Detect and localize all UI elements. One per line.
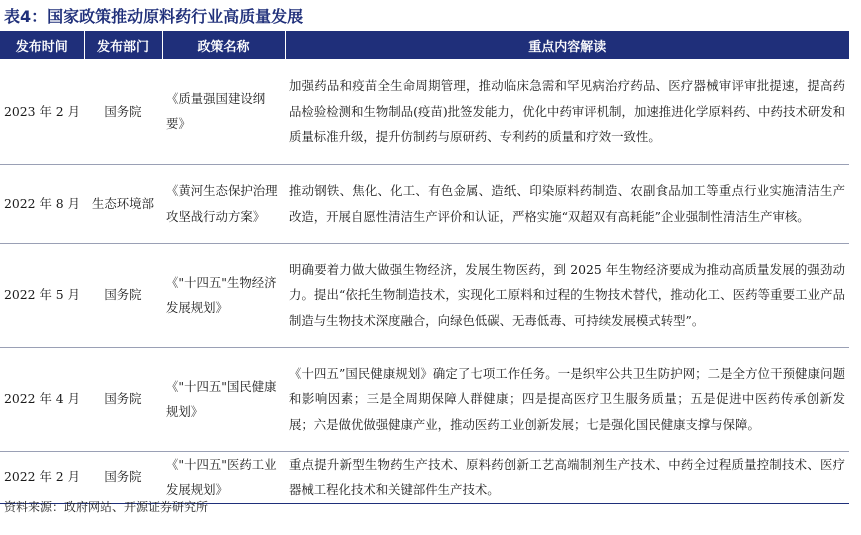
table-row xyxy=(0,59,849,164)
cell-time: 2022 年 5 月 xyxy=(0,243,84,347)
cell-dept: 生态环境部 xyxy=(84,164,162,243)
cell-dept: 国务院 xyxy=(84,243,162,347)
table-row xyxy=(0,451,849,503)
cell-time: 2022 年 2 月 xyxy=(0,451,84,503)
cell-policy-name: 《质量强国建设纲要》 xyxy=(162,59,285,164)
cell-dept: 国务院 xyxy=(84,451,162,503)
table-title: 表4：国家政策推动原料药行业高质量发展 xyxy=(4,7,304,26)
table-header-row xyxy=(0,31,849,59)
cell-description: 重点提升新型生物药生产技术、原料药创新工艺高端制剂生产技术、中药全过程质量控制技术、医疗器械工程化技术和关键部件生产技术。 xyxy=(285,451,849,503)
cell-time: 2022 年 8 月 xyxy=(0,164,84,243)
cell-policy-name: 《"十四五"国民健康规划》 xyxy=(162,347,285,451)
cell-dept: 国务院 xyxy=(84,347,162,451)
cell-description: 明确要着力做大做强生物经济，发展生物医药，到 2025 年生物经济要成为推动高质量发展的强劲动力。提出“依托生物制造技术，实现化工原料和过程的生物技术替代，推动化工、医药等重要工业产品制造与生物技术深度融合，向绿色低碳、无毒低毒、可持续发展模式转型”。 xyxy=(285,243,849,347)
header-desc: 重点内容解读 xyxy=(285,31,849,59)
header-time: 发布时间 xyxy=(0,31,84,59)
table-row xyxy=(0,164,849,243)
cell-dept: 国务院 xyxy=(84,59,162,164)
cell-description: 《十四五”国民健康规划》确定了七项工作任务。一是织牢公共卫生防护网；二是全方位干预健康问题和影响因素；三是全周期保障人群健康；四是提高医疗卫生服务质量；五是促进中医药传承创新发展；六是做优做强健康产业，推动医药工业创新发展；七是强化国民健康支撑与保障。 xyxy=(285,347,849,451)
cell-policy-name: 《"十四五"医药工业发展规划》 xyxy=(162,451,285,503)
policy-table xyxy=(0,31,849,504)
cell-time: 2023 年 2 月 xyxy=(0,59,84,164)
cell-description: 加强药品和疫苗全生命周期管理，推动临床急需和罕见病治疗药品、医疗器械审评审批提速，提高药品检验检测和生物制品(疫苗)批签发能力，优化中药审评机制，加速推进化学原料药、中药技术研发和质量标准升级，提升仿制药与原研药、专利药的质量和疗效一致性。 xyxy=(285,59,849,164)
cell-description: 推动钢铁、焦化、化工、有色金属、造纸、印染原料药制造、农副食品加工等重点行业实施清洁生产改造，开展自愿性清洁生产评价和认证，严格实施“双超双有高耗能”企业强制性清洁生产审核。 xyxy=(285,164,849,243)
source-note: 资料来源：政府网站、开源证券研究所 xyxy=(4,500,209,514)
table-row xyxy=(0,347,849,451)
header-dept: 发布部门 xyxy=(84,31,162,59)
table-row xyxy=(0,243,849,347)
cell-time: 2022 年 4 月 xyxy=(0,347,84,451)
cell-policy-name: 《黄河生态保护治理攻坚战行动方案》 xyxy=(162,164,285,243)
cell-policy-name: 《"十四五"生物经济发展规划》 xyxy=(162,243,285,347)
header-name: 政策名称 xyxy=(162,31,285,59)
